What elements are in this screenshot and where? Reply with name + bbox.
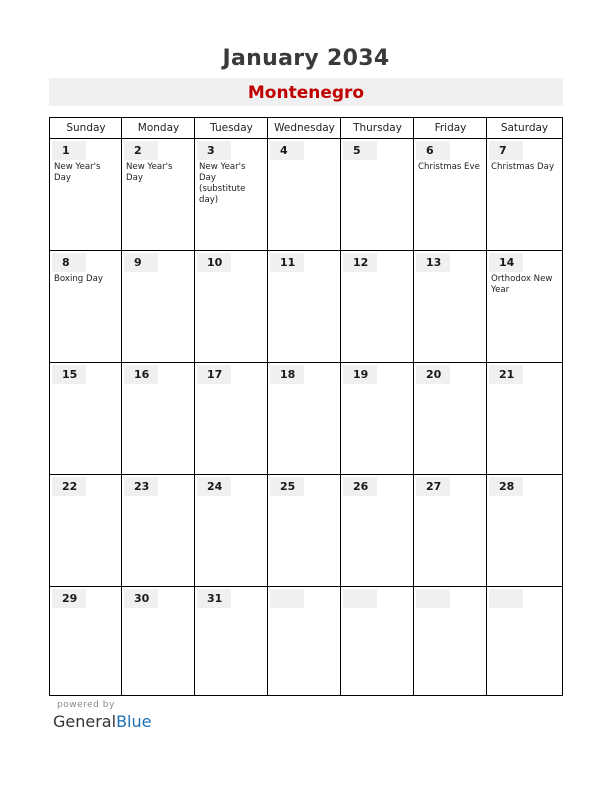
powered-by-label: powered by xyxy=(57,700,115,710)
day-number: 30 xyxy=(134,592,150,605)
country-name: Montenegro xyxy=(247,83,365,103)
day-cell[interactable] xyxy=(122,363,195,474)
day-number: 5 xyxy=(353,144,361,157)
holiday-label: Orthodox New Year xyxy=(491,274,553,295)
day-cell[interactable] xyxy=(268,363,341,474)
day-cell[interactable] xyxy=(50,475,122,586)
day-number: 3 xyxy=(207,144,215,157)
day-cell[interactable] xyxy=(50,363,122,474)
day-cell[interactable] xyxy=(487,139,562,250)
day-cell[interactable] xyxy=(414,251,487,362)
day-number: 19 xyxy=(353,368,369,381)
brand-general: General xyxy=(53,712,117,731)
day-number: 26 xyxy=(353,480,369,493)
weekday-saturday: Saturday xyxy=(500,122,549,134)
day-number: 20 xyxy=(426,368,442,381)
generalblue-logo[interactable] xyxy=(53,712,151,731)
day-cell[interactable] xyxy=(50,587,122,694)
day-number: 21 xyxy=(499,368,515,381)
day-number: 25 xyxy=(280,480,296,493)
day-cell[interactable] xyxy=(122,251,195,362)
day-cell[interactable] xyxy=(195,251,268,362)
day-number: 4 xyxy=(280,144,288,157)
day-number: 22 xyxy=(62,480,78,493)
day-number: 31 xyxy=(207,592,223,605)
weekday-thursday: Thursday xyxy=(353,122,402,134)
day-number-badge xyxy=(270,589,304,608)
day-cell[interactable] xyxy=(195,363,268,474)
holiday-label: New Year's Day xyxy=(54,162,101,183)
day-cell[interactable] xyxy=(50,139,122,250)
day-cell[interactable] xyxy=(195,587,268,694)
day-cell[interactable] xyxy=(268,139,341,250)
brand-blue: Blue xyxy=(116,712,152,731)
weekday-wednesday: Wednesday xyxy=(274,122,335,134)
day-number: 17 xyxy=(207,368,223,381)
day-cell[interactable] xyxy=(268,587,341,694)
day-number: 7 xyxy=(499,144,507,157)
weekday-tuesday: Tuesday xyxy=(210,122,253,134)
day-number: 24 xyxy=(207,480,223,493)
weekday-sunday: Sunday xyxy=(66,122,106,134)
day-cell[interactable] xyxy=(50,251,122,362)
calendar-grid xyxy=(49,117,563,696)
day-cell[interactable] xyxy=(487,363,562,474)
day-number: 13 xyxy=(426,256,442,269)
day-cell[interactable] xyxy=(414,139,487,250)
day-number: 16 xyxy=(134,368,150,381)
day-cell[interactable] xyxy=(268,475,341,586)
day-number-badge xyxy=(416,589,450,608)
day-number: 8 xyxy=(62,256,70,269)
day-number: 11 xyxy=(280,256,296,269)
day-cell[interactable] xyxy=(341,251,414,362)
day-number: 9 xyxy=(134,256,142,269)
day-cell[interactable] xyxy=(122,587,195,694)
day-number: 10 xyxy=(207,256,223,269)
day-number: 6 xyxy=(426,144,434,157)
page-title: January 2034 xyxy=(222,46,390,71)
day-number: 2 xyxy=(134,144,142,157)
day-cell[interactable] xyxy=(195,475,268,586)
day-cell[interactable] xyxy=(487,475,562,586)
day-number: 15 xyxy=(62,368,78,381)
day-cell[interactable] xyxy=(341,475,414,586)
day-cell[interactable] xyxy=(341,363,414,474)
day-number: 12 xyxy=(353,256,369,269)
day-cell[interactable] xyxy=(487,587,562,694)
day-cell[interactable] xyxy=(268,251,341,362)
day-number: 29 xyxy=(62,592,78,605)
day-cell[interactable] xyxy=(414,475,487,586)
day-cell[interactable] xyxy=(122,139,195,250)
holiday-label: New Year's Day xyxy=(126,162,173,183)
day-number: 23 xyxy=(134,480,150,493)
weekday-monday: Monday xyxy=(137,122,180,134)
day-cell[interactable] xyxy=(341,139,414,250)
holiday-label: Christmas Eve xyxy=(418,162,480,172)
day-number: 1 xyxy=(62,144,70,157)
day-number-badge xyxy=(343,589,377,608)
day-number: 14 xyxy=(499,256,515,269)
holiday-label: Boxing Day xyxy=(54,274,103,284)
country-banner xyxy=(49,78,563,106)
day-cell[interactable] xyxy=(414,363,487,474)
holiday-label: Christmas Day xyxy=(491,162,555,172)
day-cell[interactable] xyxy=(195,139,268,250)
holiday-label: New Year's Day (substitute day) xyxy=(199,162,246,205)
day-cell[interactable] xyxy=(341,587,414,694)
day-cell[interactable] xyxy=(122,475,195,586)
day-cell[interactable] xyxy=(487,251,562,362)
day-cell[interactable] xyxy=(414,587,487,694)
day-number: 27 xyxy=(426,480,442,493)
weekday-friday: Friday xyxy=(434,122,467,134)
day-number: 28 xyxy=(499,480,515,493)
day-number-badge xyxy=(489,589,523,608)
day-number: 18 xyxy=(280,368,296,381)
